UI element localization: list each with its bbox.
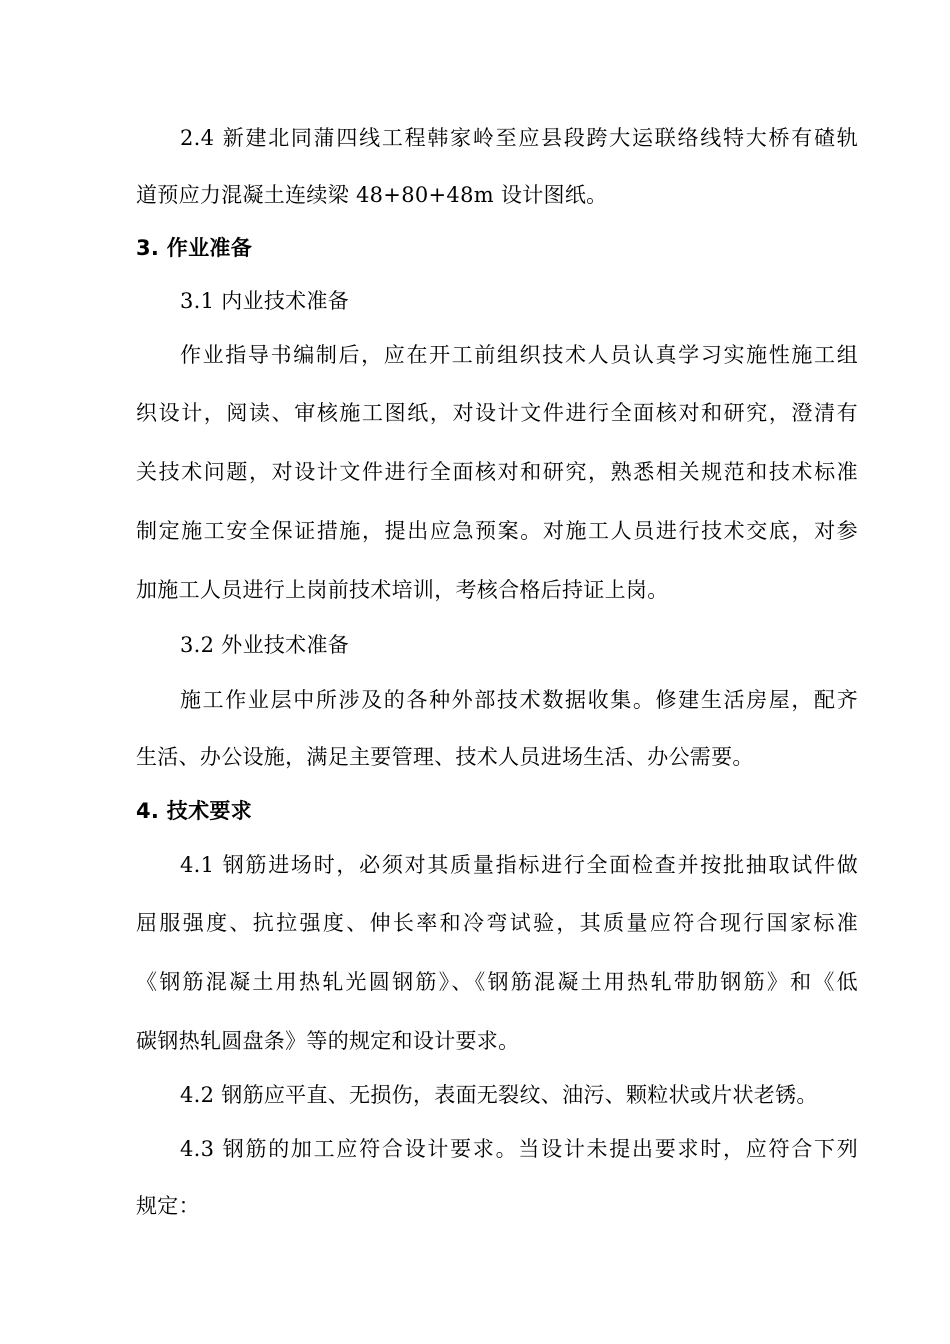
paragraph-2-4-line-1: 2.4 新建北同蒲四线工程韩家岭至应县段跨大运联络线特大桥有碴轨 (180, 126, 858, 150)
paragraph-3-2-line-1: 施工作业层中所涉及的各种外部技术数据收集。修建生活房屋，配齐 (180, 688, 858, 712)
paragraph-2-4-line-2: 道预应力混凝土连续梁 48+80+48m 设计图纸。 (136, 183, 608, 207)
paragraph-4-1-line-4: 碳钢热轧圆盘条》等的规定和设计要求。 (136, 1029, 520, 1053)
paragraph-3-1-line-2: 织设计，阅读、审核施工图纸，对设计文件进行全面核对和研究，澄清有 (136, 401, 858, 425)
paragraph-3-1-line-4: 制定施工安全保证措施，提出应急预案。对施工人员进行技术交底，对参 (136, 519, 858, 543)
paragraph-3-1-line-5: 加施工人员进行上岗前技术培训，考核合格后持证上岗。 (136, 578, 669, 602)
paragraph-4-1-line-3: 《钢筋混凝土用热轧光圆钢筋》、《钢筋混凝土用热轧带肋钢筋》和《低 (136, 970, 858, 994)
subsection-heading-3-1: 3.1 内业技术准备 (180, 289, 350, 313)
paragraph-4-2: 4.2 钢筋应平直、无损伤，表面无裂纹、油污、颗粒状或片状老锈。 (180, 1083, 818, 1107)
section-heading-4: 4. 技术要求 (136, 799, 252, 823)
paragraph-3-2-line-2: 生活、办公设施，满足主要管理、技术人员进场生活、办公需要。 (136, 745, 754, 769)
paragraph-4-3-line-2: 规定： (136, 1194, 200, 1218)
subsection-heading-3-2: 3.2 外业技术准备 (180, 633, 350, 657)
paragraph-4-3-line-1: 4.3 钢筋的加工应符合设计要求。当设计未提出要求时，应符合下列 (180, 1137, 858, 1161)
paragraph-3-1-line-1: 作业指导书编制后，应在开工前组织技术人员认真学习实施性施工组 (180, 343, 858, 367)
paragraph-4-1-line-1: 4.1 钢筋进场时，必须对其质量指标进行全面检查并按批抽取试件做 (180, 853, 858, 877)
paragraph-4-1-line-2: 屈服强度、抗拉强度、伸长率和冷弯试验，其质量应符合现行国家标准 (136, 911, 858, 935)
section-heading-3: 3. 作业准备 (136, 236, 252, 260)
paragraph-3-1-line-3: 关技术问题，对设计文件进行全面核对和研究，熟悉相关规范和技术标准 (136, 460, 858, 484)
